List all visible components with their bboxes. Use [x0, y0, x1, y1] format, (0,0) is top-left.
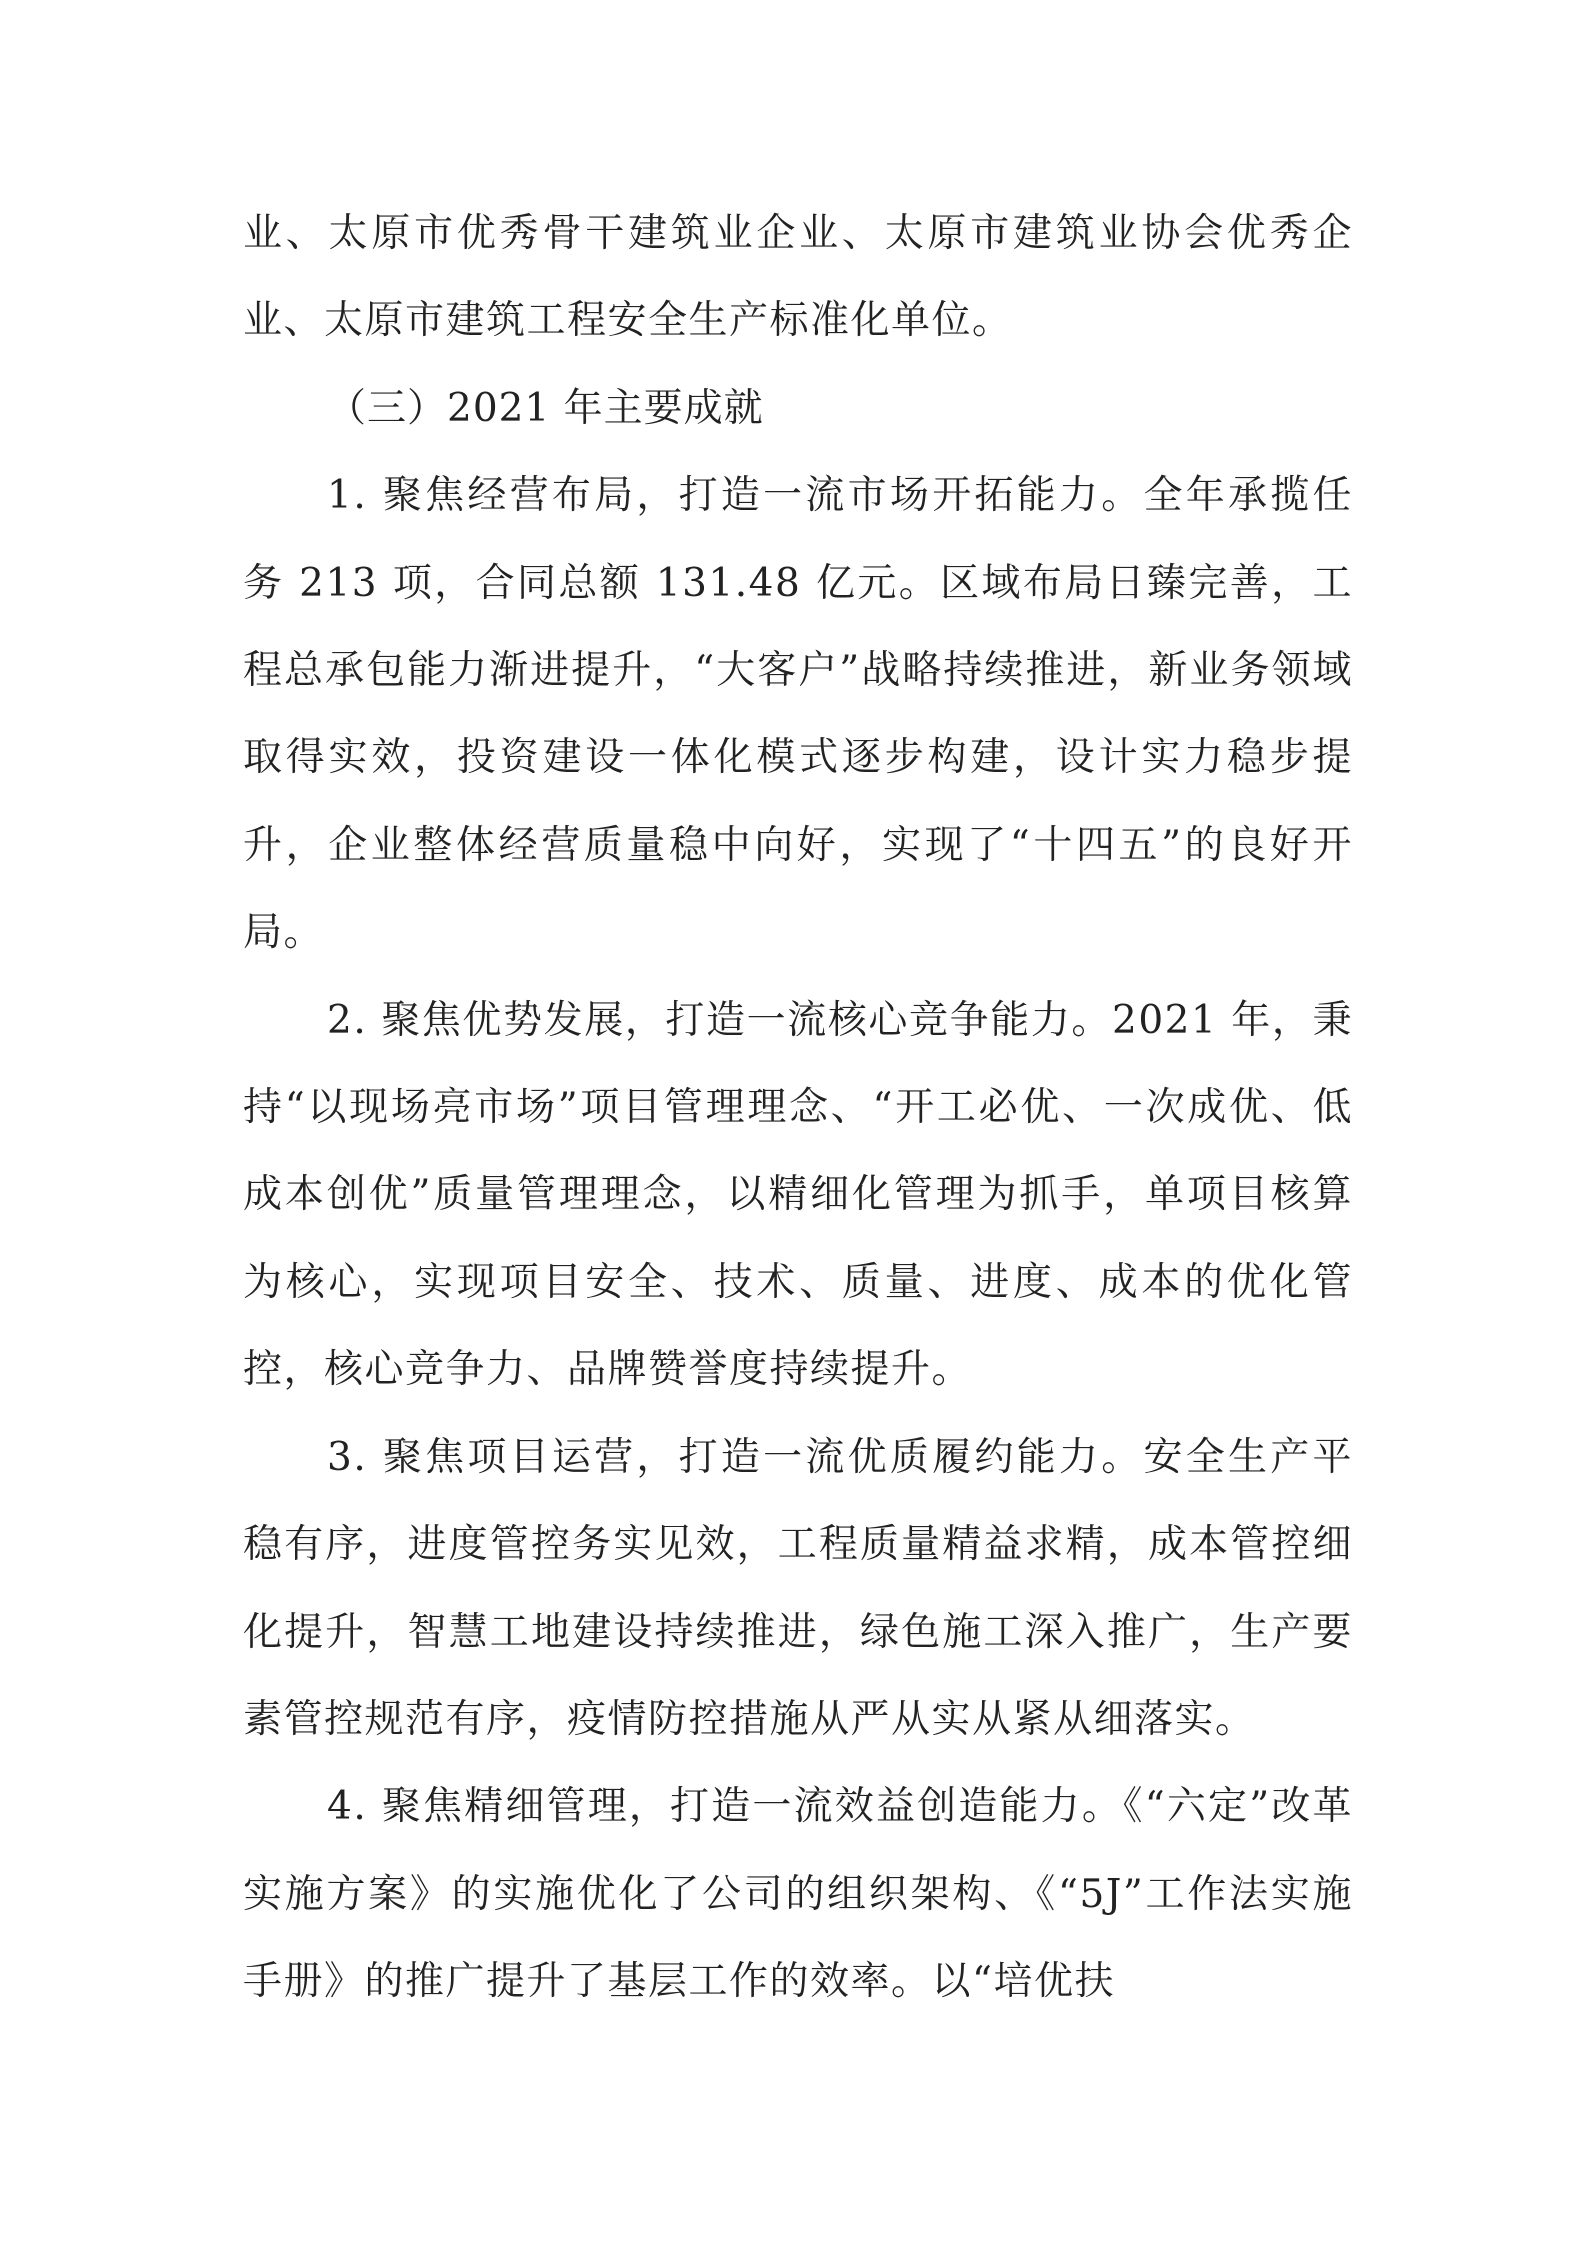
paragraph-item-2: 2. 聚焦优势发展，打造一流核心竞争能力。2021 年，秉持“以现场亮市场”项目管理理念、“开工必优、一次成优、低成本创优”质量管理理念，以精细化管理为抓手，单项目核算为核心，实现项目安全、技术、质量、进度、成本的优化管控，核心竞争力、品牌赞誉度持续提升。 — [243, 997, 1353, 1393]
continuation-paragraph: 业、太原市优秀骨干建筑业企业、太原市建筑业协会优秀企业、太原市建筑工程安全生产标准化单位。 — [243, 211, 1353, 344]
paragraph-item-1: 1. 聚焦经营布局，打造一流市场开拓能力。全年承揽任务 213 项，合同总额 131.48 亿元。区域布局日臻完善，工程总承包能力渐进提升，“大客户”战略持续推进，新业务领域取得实效，投资建设一体化模式逐步构建，设计实力稳步提升，企业整体经营质量稳中向好，实现了“十四五”的良好开局。 — [243, 473, 1353, 956]
document-body — [243, 190, 1353, 2026]
paragraph-item-3: 3. 聚焦项目运营，打造一流优质履约能力。安全生产平稳有序，进度管控务实见效，工程质量精益求精，成本管控细化提升，智慧工地建设持续推进，绿色施工深入推广，生产要素管控规范有序，疫情防控措施从严从实从紧从细落实。 — [243, 1434, 1353, 1742]
section-heading: （三）2021 年主要成就 — [327, 385, 764, 431]
paragraph-item-4: 4. 聚焦精细管理，打造一流效益创造能力。《“六定”改革实施方案》的实施优化了公司的组织架构、《“5J”工作法实施手册》的推广提升了基层工作的效率。以“培优扶 — [243, 1784, 1353, 2005]
